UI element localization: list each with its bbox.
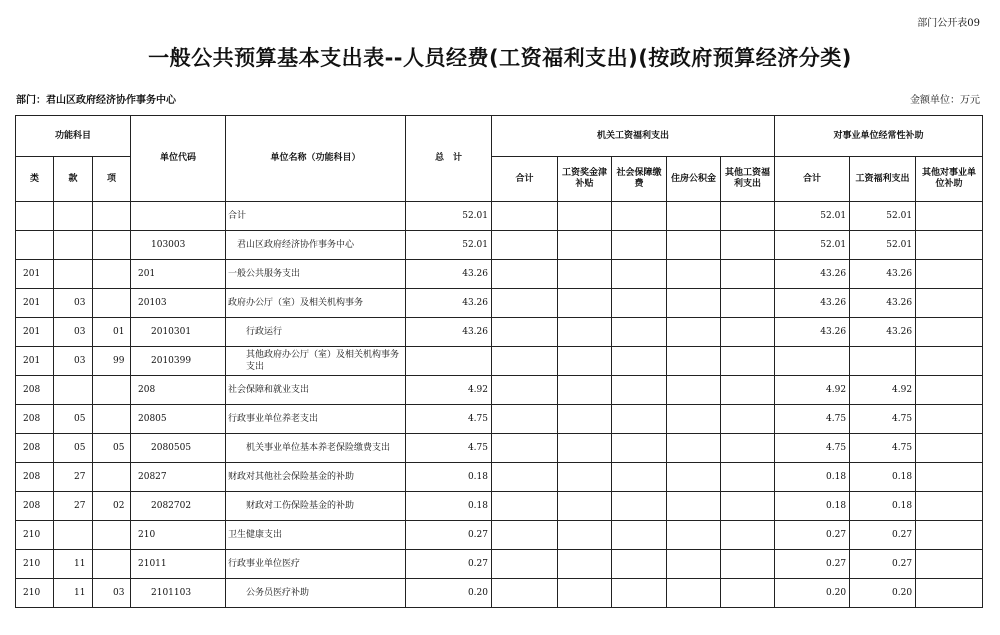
cell-org-bonus — [558, 405, 612, 434]
page-title: 一般公共预算基本支出表--人员经费(工资福利支出)(按政府预算经济分类) — [148, 46, 852, 70]
cell-org-sum — [492, 318, 558, 347]
cell-xiang — [93, 463, 131, 492]
cell-kuan — [54, 202, 93, 231]
cell-kuan: 03 — [54, 289, 93, 318]
cell-sub-wage: 4.92 — [850, 376, 916, 405]
table-row — [16, 289, 983, 318]
cell-org-social — [612, 521, 667, 550]
cell-kuan: 05 — [54, 434, 93, 463]
cell-org-sum — [492, 463, 558, 492]
cell-sub-other — [916, 521, 983, 550]
cell-sub-sum: 0.20 — [775, 579, 850, 608]
cell-org-bonus — [558, 550, 612, 579]
cell-xiang: 01 — [93, 318, 131, 347]
cell-org-bonus — [558, 434, 612, 463]
cell-kuan: 27 — [54, 463, 93, 492]
cell-sub-sum: 4.75 — [775, 434, 850, 463]
table-row — [16, 492, 983, 521]
cell-org-housing — [667, 347, 721, 376]
cell-org-bonus — [558, 376, 612, 405]
cell-total — [406, 347, 492, 376]
cell-org-bonus — [558, 347, 612, 376]
cell-org-other — [721, 463, 775, 492]
header-unit-name: 单位名称（功能科目） — [226, 116, 406, 202]
cell-lei: 210 — [16, 579, 54, 608]
cell-xiang — [93, 260, 131, 289]
table-row — [16, 434, 983, 463]
cell-org-social — [612, 347, 667, 376]
cell-org-social — [612, 463, 667, 492]
amount-unit-label: 金额单位：万元 — [910, 95, 980, 106]
cell-sub-sum — [775, 347, 850, 376]
cell-lei — [16, 231, 54, 260]
cell-unit-name: 政府办公厅（室）及相关机构事务 — [226, 289, 406, 318]
cell-org-housing — [667, 463, 721, 492]
cell-sub-other — [916, 405, 983, 434]
table-row — [16, 463, 983, 492]
cell-kuan: 11 — [54, 579, 93, 608]
cell-sub-wage: 0.27 — [850, 521, 916, 550]
cell-unit-name: 行政事业单位医疗 — [226, 550, 406, 579]
cell-sub-wage — [850, 347, 916, 376]
cell-kuan — [54, 260, 93, 289]
cell-unit-name: 卫生健康支出 — [226, 521, 406, 550]
cell-total: 52.01 — [406, 231, 492, 260]
table-row — [16, 202, 983, 231]
cell-org-social — [612, 405, 667, 434]
cell-org-sum — [492, 289, 558, 318]
header-total: 总 计 — [406, 116, 492, 202]
cell-total: 0.18 — [406, 463, 492, 492]
cell-kuan: 11 — [54, 550, 93, 579]
cell-org-social — [612, 231, 667, 260]
cell-org-social — [612, 550, 667, 579]
cell-lei: 208 — [16, 405, 54, 434]
department-label: 部门：君山区政府经济协作事务中心 — [16, 95, 176, 106]
cell-org-sum — [492, 260, 558, 289]
header-xiang: 项 — [93, 157, 131, 202]
cell-sub-wage: 0.20 — [850, 579, 916, 608]
cell-org-bonus — [558, 492, 612, 521]
cell-sub-sum: 43.26 — [775, 289, 850, 318]
cell-xiang: 99 — [93, 347, 131, 376]
cell-xiang — [93, 521, 131, 550]
cell-org-housing — [667, 260, 721, 289]
cell-sub-sum: 4.92 — [775, 376, 850, 405]
cell-org-sum — [492, 376, 558, 405]
cell-org-housing — [667, 376, 721, 405]
cell-org-other — [721, 579, 775, 608]
cell-org-other — [721, 231, 775, 260]
cell-xiang — [93, 550, 131, 579]
cell-unit-code: 2082702 — [131, 492, 226, 521]
cell-unit-name: 财政对工伤保险基金的补助 — [226, 492, 406, 521]
cell-sub-wage: 43.26 — [850, 318, 916, 347]
cell-total: 0.18 — [406, 492, 492, 521]
cell-kuan — [54, 231, 93, 260]
table-row — [16, 405, 983, 434]
cell-org-bonus — [558, 318, 612, 347]
cell-org-other — [721, 550, 775, 579]
cell-unit-code: 103003 — [131, 231, 226, 260]
header-sub-other: 其他对事业单位补助 — [916, 157, 983, 202]
cell-org-bonus — [558, 260, 612, 289]
header-lei: 类 — [16, 157, 54, 202]
cell-unit-code: 2080505 — [131, 434, 226, 463]
cell-org-bonus — [558, 202, 612, 231]
cell-lei — [16, 202, 54, 231]
cell-sub-wage: 52.01 — [850, 202, 916, 231]
cell-sub-other — [916, 579, 983, 608]
table-body — [16, 202, 983, 608]
header-org-social: 社会保障缴费 — [612, 157, 667, 202]
cell-org-other — [721, 289, 775, 318]
cell-sub-wage: 43.26 — [850, 260, 916, 289]
cell-org-housing — [667, 231, 721, 260]
cell-total: 43.26 — [406, 318, 492, 347]
cell-total: 0.20 — [406, 579, 492, 608]
cell-xiang — [93, 231, 131, 260]
cell-sub-sum: 4.75 — [775, 405, 850, 434]
cell-org-other — [721, 202, 775, 231]
cell-unit-name: 一般公共服务支出 — [226, 260, 406, 289]
cell-org-sum — [492, 579, 558, 608]
cell-total: 43.26 — [406, 260, 492, 289]
cell-org-sum — [492, 492, 558, 521]
cell-org-social — [612, 202, 667, 231]
cell-kuan — [54, 521, 93, 550]
cell-lei: 210 — [16, 550, 54, 579]
cell-sub-other — [916, 260, 983, 289]
header-org-other: 其他工资福利支出 — [721, 157, 775, 202]
cell-xiang: 02 — [93, 492, 131, 521]
cell-sub-sum: 43.26 — [775, 260, 850, 289]
cell-sub-sum: 0.18 — [775, 492, 850, 521]
table-row — [16, 579, 983, 608]
cell-lei: 208 — [16, 463, 54, 492]
cell-sub-other — [916, 318, 983, 347]
cell-xiang — [93, 376, 131, 405]
header-unit-code: 单位代码 — [131, 116, 226, 202]
cell-org-social — [612, 376, 667, 405]
cell-unit-name: 君山区政府经济协作事务中心 — [226, 231, 406, 260]
cell-sub-sum: 52.01 — [775, 202, 850, 231]
cell-total: 0.27 — [406, 521, 492, 550]
cell-org-bonus — [558, 231, 612, 260]
cell-org-housing — [667, 579, 721, 608]
cell-org-other — [721, 376, 775, 405]
cell-org-social — [612, 434, 667, 463]
cell-sub-sum: 0.18 — [775, 463, 850, 492]
cell-org-housing — [667, 550, 721, 579]
header-org-group: 机关工资福利支出 — [492, 116, 775, 157]
cell-sub-sum: 52.01 — [775, 231, 850, 260]
cell-sub-other — [916, 463, 983, 492]
cell-sub-wage: 0.18 — [850, 463, 916, 492]
cell-unit-name: 行政运行 — [226, 318, 406, 347]
cell-unit-code: 210 — [131, 521, 226, 550]
cell-sub-other — [916, 347, 983, 376]
cell-org-housing — [667, 289, 721, 318]
cell-org-sum — [492, 521, 558, 550]
cell-lei: 201 — [16, 289, 54, 318]
cell-unit-code: 201 — [131, 260, 226, 289]
cell-org-social — [612, 289, 667, 318]
cell-org-other — [721, 492, 775, 521]
header-org-housing: 住房公积金 — [667, 157, 721, 202]
cell-unit-code: 20827 — [131, 463, 226, 492]
cell-sub-sum: 0.27 — [775, 521, 850, 550]
cell-total: 4.92 — [406, 376, 492, 405]
table-row — [16, 260, 983, 289]
cell-sub-other — [916, 231, 983, 260]
cell-unit-code: 2010399 — [131, 347, 226, 376]
cell-sub-other — [916, 492, 983, 521]
cell-org-housing — [667, 405, 721, 434]
cell-total: 4.75 — [406, 405, 492, 434]
cell-kuan: 27 — [54, 492, 93, 521]
cell-lei: 201 — [16, 347, 54, 376]
cell-org-housing — [667, 492, 721, 521]
cell-sub-wage: 4.75 — [850, 405, 916, 434]
cell-sub-other — [916, 434, 983, 463]
cell-unit-code: 2010301 — [131, 318, 226, 347]
cell-kuan — [54, 376, 93, 405]
cell-kuan: 03 — [54, 318, 93, 347]
cell-total: 4.75 — [406, 434, 492, 463]
cell-unit-name: 行政事业单位养老支出 — [226, 405, 406, 434]
cell-kuan: 05 — [54, 405, 93, 434]
cell-org-sum — [492, 434, 558, 463]
cell-org-housing — [667, 521, 721, 550]
cell-unit-name: 合计 — [226, 202, 406, 231]
table-row — [16, 347, 983, 376]
cell-org-housing — [667, 318, 721, 347]
cell-xiang — [93, 202, 131, 231]
cell-sub-wage: 52.01 — [850, 231, 916, 260]
cell-sub-wage: 0.18 — [850, 492, 916, 521]
header-sub-wage: 工资福利支出 — [850, 157, 916, 202]
cell-org-sum — [492, 550, 558, 579]
cell-org-sum — [492, 347, 558, 376]
table-row — [16, 376, 983, 405]
cell-org-social — [612, 579, 667, 608]
cell-xiang: 03 — [93, 579, 131, 608]
form-code: 部门公开表09 — [917, 18, 980, 29]
header-sub-sum: 合计 — [775, 157, 850, 202]
cell-xiang — [93, 405, 131, 434]
cell-lei: 210 — [16, 521, 54, 550]
table-row — [16, 318, 983, 347]
cell-unit-code: 2101103 — [131, 579, 226, 608]
cell-lei: 208 — [16, 492, 54, 521]
table-row — [16, 550, 983, 579]
header-kuan: 款 — [54, 157, 93, 202]
cell-unit-code — [131, 202, 226, 231]
cell-unit-code: 20103 — [131, 289, 226, 318]
cell-unit-code: 208 — [131, 376, 226, 405]
budget-table — [15, 115, 983, 608]
cell-lei: 201 — [16, 318, 54, 347]
cell-unit-code: 21011 — [131, 550, 226, 579]
cell-org-social — [612, 260, 667, 289]
cell-org-bonus — [558, 289, 612, 318]
cell-kuan: 03 — [54, 347, 93, 376]
cell-unit-name: 社会保障和就业支出 — [226, 376, 406, 405]
cell-total: 0.27 — [406, 550, 492, 579]
cell-org-sum — [492, 231, 558, 260]
header-org-sum: 合计 — [492, 157, 558, 202]
cell-sub-other — [916, 289, 983, 318]
cell-sub-wage: 43.26 — [850, 289, 916, 318]
cell-org-other — [721, 318, 775, 347]
cell-org-sum — [492, 202, 558, 231]
cell-sub-wage: 0.27 — [850, 550, 916, 579]
cell-sub-sum: 0.27 — [775, 550, 850, 579]
cell-org-housing — [667, 202, 721, 231]
cell-sub-sum: 43.26 — [775, 318, 850, 347]
cell-org-social — [612, 318, 667, 347]
cell-lei: 208 — [16, 376, 54, 405]
cell-xiang — [93, 289, 131, 318]
cell-lei: 208 — [16, 434, 54, 463]
cell-lei: 201 — [16, 260, 54, 289]
cell-unit-code: 20805 — [131, 405, 226, 434]
cell-unit-name: 财政对其他社会保险基金的补助 — [226, 463, 406, 492]
cell-total: 43.26 — [406, 289, 492, 318]
cell-org-bonus — [558, 463, 612, 492]
cell-org-sum — [492, 405, 558, 434]
cell-total: 52.01 — [406, 202, 492, 231]
cell-unit-name: 机关事业单位基本养老保险缴费支出 — [226, 434, 406, 463]
cell-org-housing — [667, 434, 721, 463]
cell-org-bonus — [558, 521, 612, 550]
header-func-subject: 功能科目 — [16, 116, 131, 157]
table-row — [16, 231, 983, 260]
cell-org-other — [721, 434, 775, 463]
cell-unit-name: 公务员医疗补助 — [226, 579, 406, 608]
cell-sub-other — [916, 202, 983, 231]
cell-sub-wage: 4.75 — [850, 434, 916, 463]
cell-sub-other — [916, 550, 983, 579]
cell-org-other — [721, 405, 775, 434]
cell-sub-other — [916, 376, 983, 405]
cell-org-other — [721, 347, 775, 376]
cell-org-social — [612, 492, 667, 521]
cell-xiang: 05 — [93, 434, 131, 463]
table-row — [16, 521, 983, 550]
header-org-bonus: 工资奖金津补贴 — [558, 157, 612, 202]
cell-org-other — [721, 521, 775, 550]
cell-org-bonus — [558, 579, 612, 608]
cell-unit-name: 其他政府办公厅（室）及相关机构事务支出 — [226, 347, 406, 376]
header-sub-group: 对事业单位经常性补助 — [775, 116, 983, 157]
cell-org-other — [721, 260, 775, 289]
